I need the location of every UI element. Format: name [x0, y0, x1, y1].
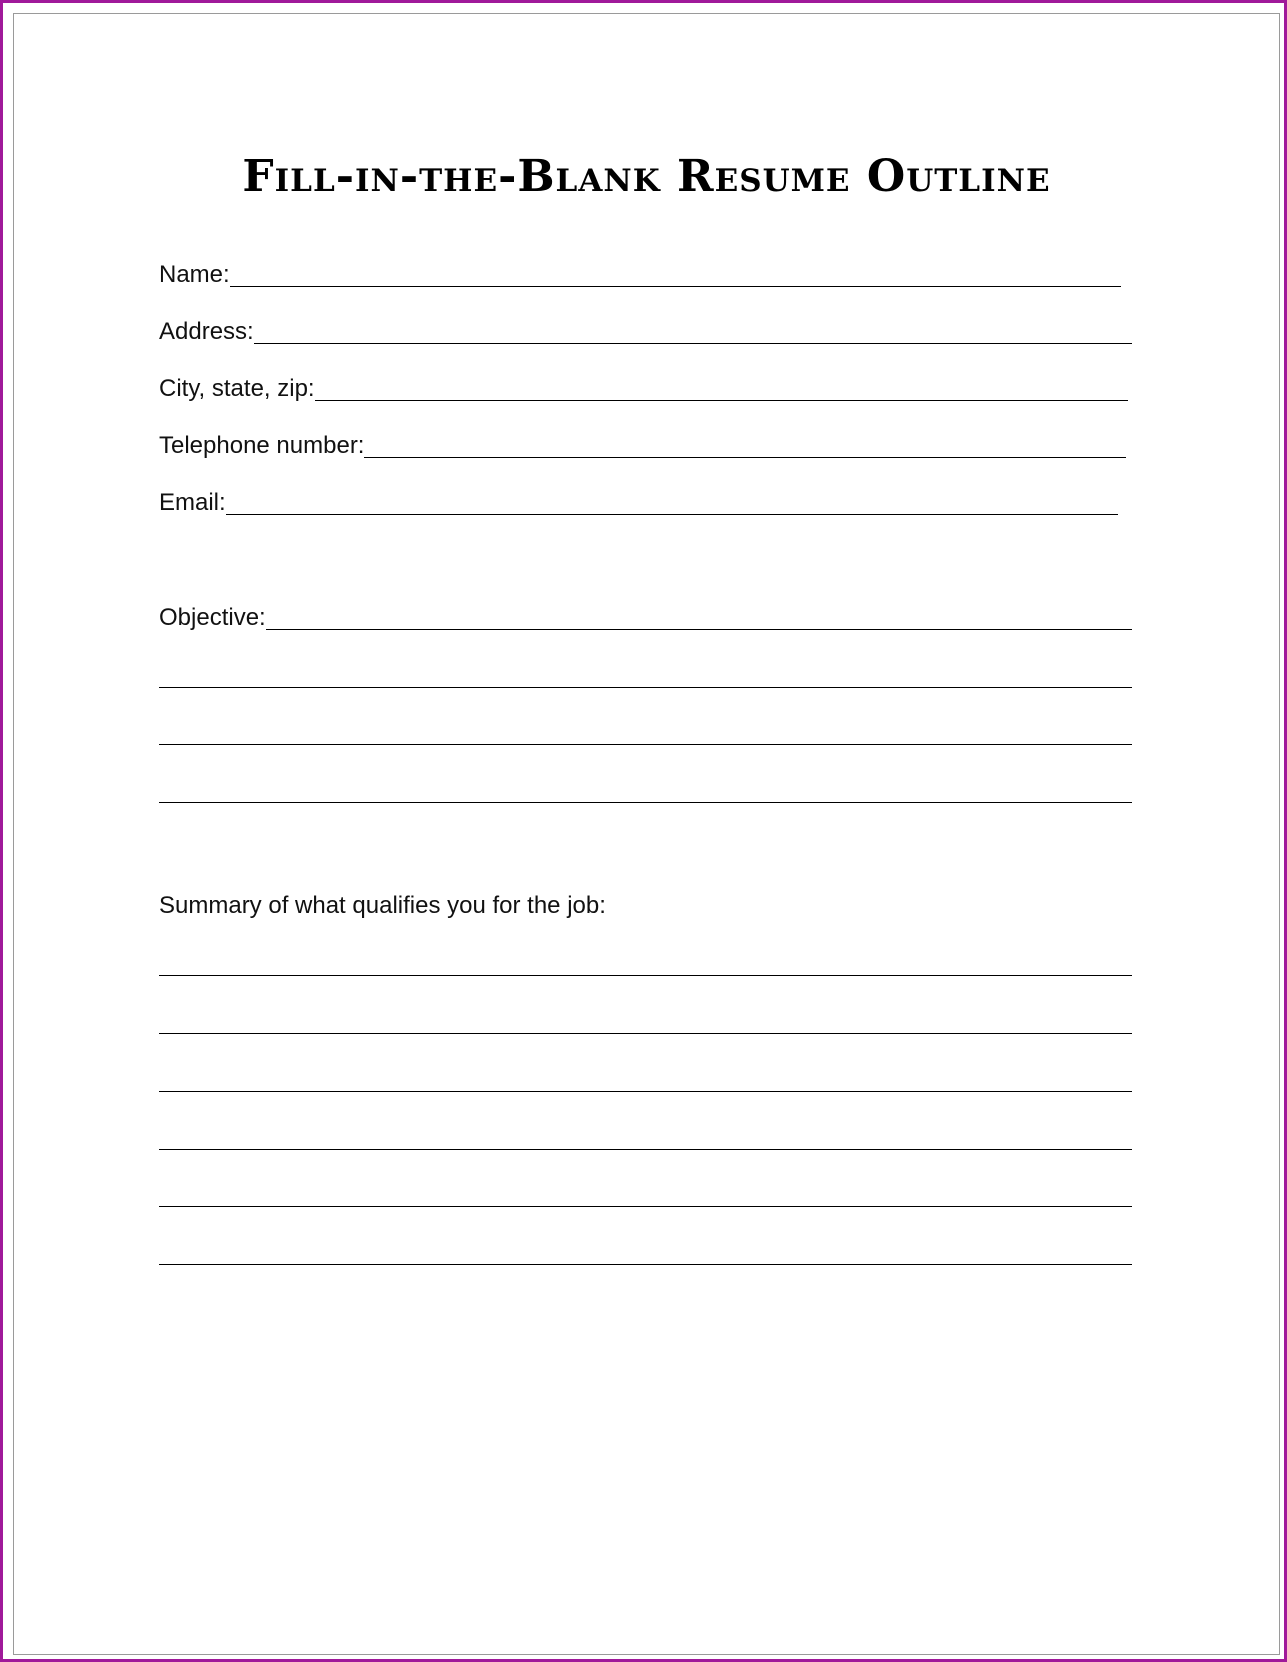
objective-line[interactable] — [159, 687, 1132, 688]
telephone-field[interactable] — [159, 430, 1126, 460]
summary-line[interactable] — [159, 1206, 1132, 1207]
objective-line[interactable] — [159, 744, 1132, 745]
telephone-blank[interactable] — [364, 456, 1126, 458]
email-field[interactable] — [159, 487, 1118, 517]
email-label: Email: — [159, 489, 226, 516]
city-state-zip-field[interactable] — [159, 373, 1128, 403]
summary-line[interactable] — [159, 1033, 1132, 1034]
name-label: Name: — [159, 261, 230, 288]
city-state-zip-label: City, state, zip: — [159, 375, 315, 402]
objective-blank[interactable] — [266, 628, 1132, 630]
objective-field[interactable] — [159, 602, 1132, 632]
summary-line[interactable] — [159, 1264, 1132, 1265]
summary-line[interactable] — [159, 975, 1132, 976]
email-blank[interactable] — [226, 513, 1118, 515]
address-blank[interactable] — [254, 342, 1132, 344]
summary-label: Summary of what qualifies you for the job: — [159, 892, 606, 919]
summary-line[interactable] — [159, 1091, 1132, 1092]
page-title: Fill-in-the-Blank Resume Outline — [242, 151, 1051, 202]
summary-line[interactable] — [159, 1149, 1132, 1150]
objective-label: Objective: — [159, 604, 266, 631]
city-state-zip-blank[interactable] — [315, 399, 1128, 401]
name-field[interactable] — [159, 259, 1121, 289]
telephone-label: Telephone number: — [159, 432, 365, 459]
address-field[interactable] — [159, 316, 1132, 346]
objective-line[interactable] — [159, 802, 1132, 803]
address-label: Address: — [159, 318, 254, 345]
name-blank[interactable] — [230, 285, 1121, 287]
